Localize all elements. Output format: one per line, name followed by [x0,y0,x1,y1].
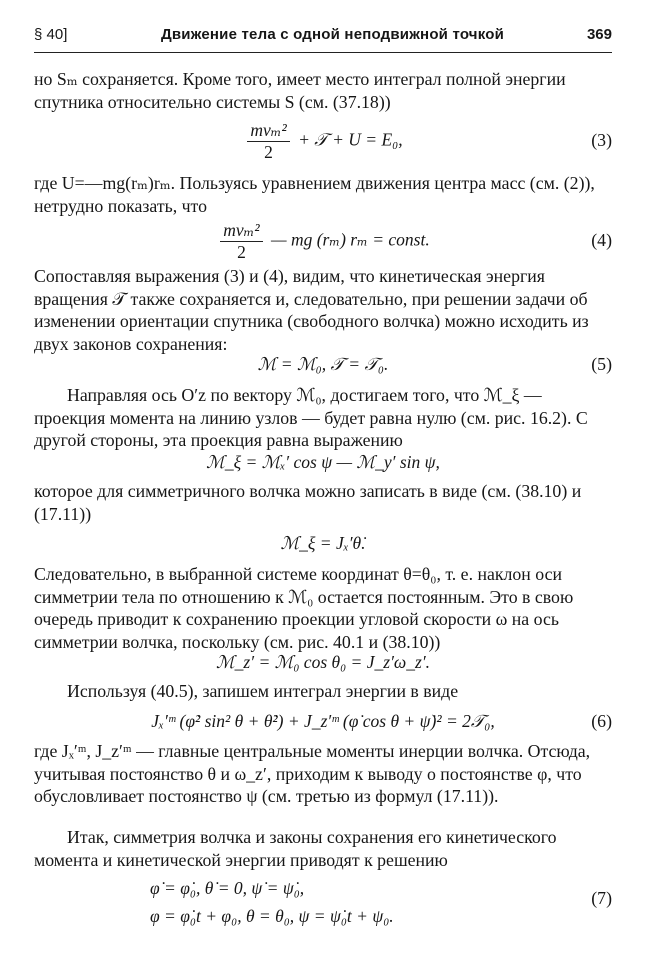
equation-5: ℳ = ℳ₀, 𝒯 = 𝒯₀. [257,354,389,374]
paragraph-4: Направляя ось O′z по вектору ℳ₀, достигаем того, что ℳ_ξ — проекция момента на линию узлов — будет равна нулю (см. рис. 16.2). С другой стороны, эта проекция равна выражению [34,385,588,451]
section-ref: § 40] [34,26,68,43]
page-number: 369 [586,26,612,43]
equation-7-number: (7) [591,888,612,908]
paragraph-5: которое для симметричного волчка можно записать в виде (см. (38.10) и (17.11)) [34,481,582,524]
paragraph-2: где U=—mg(rₘ)rₘ. Пользуясь уравнением движения центра масс (см. (2)), нетрудно показать, что [34,173,595,216]
eq7-row-2: φ = φ̇₀t + φ₀, θ = θ₀, ψ = ψ̇₀t + ψ₀. [150,906,394,926]
equation-4 [34,220,612,263]
eq7-row-1: φ̇ = φ̇₀, θ̇ = 0, ψ̇ = ψ̇₀, [150,878,305,898]
equation-5-number: (5) [591,354,612,374]
equation-3-number: (3) [591,130,612,150]
eq3-rest: + 𝒯 + U = E₀, [298,129,403,150]
eq3-fraction: $\frac{\text{mvₘ²}}{2}$ [247,120,289,163]
equation-6: Jₓ′ᵐ (φ̇² sin² θ + θ̇²) + J_z′ᵐ (φ̇ cos θ + ψ̇)² = 2𝒯₀, [151,711,495,731]
paragraph-1: но Sₘ сохраняется. Кроме того, имеет место интеграл полной энергии спутника относительно системы S (см. (37.18)) [34,69,566,112]
header-title: Движение тела с одной неподвижной точкой [161,26,505,43]
paragraph-8: где Jₓ′ᵐ, J_z′ᵐ — главные центральные моменты инерции волчка. Отсюда, учитывая постоянство θ и ω_z′, приходим к выводу о постоянстве φ, что обусловливает постоянство ψ (см. третью из формул (17.11)). [34,741,591,807]
equation-7 [150,878,394,934]
eq4-rest: — mg (rₘ) rₘ = const. [271,229,430,250]
equation-6-number: (6) [591,711,612,731]
equation-projection: ℳ_ξ = ℳₓ′ cos ψ — ℳ_y′ sin ψ, [206,452,440,472]
equation-4-number: (4) [591,230,612,250]
paragraph-6: Следовательно, в выбранной системе координат θ=θ₀, т. е. наклон оси симметрии тела по отношению к ℳ₀ остается постоянным. Это в свою очередь приводит к сохранению проекции угловой скорости ω на ось симметрии волчка, поскольку (см. рис. 40.1 и (38.10)) [34,564,574,652]
equation-z-projection: ℳ_z′ = ℳ₀ cos θ₀ = J_z′ω_z′. [215,652,431,672]
paragraph-9: Итак, симметрия волчка и законы сохранения его кинетического момента и кинетической энергии приводят к решению [34,827,557,870]
paragraph-3: Сопоставляя выражения (3) и (4), видим, что кинетическая энергия вращения 𝒯 также сохраняется и, следовательно, при решении задачи об изменении ориентации спутника (свободного волчка) можно исходить из двух законов сохранения: [34,266,589,354]
equation-symmetric: ℳ_ξ = Jₓ′θ̇. [280,533,366,553]
paragraph-7: Используя (40.5), запишем интеграл энергии в виде [67,681,459,701]
running-header [34,22,612,53]
equation-3 [34,120,612,163]
eq4-fraction: $\frac{\text{mvₘ²}}{2}$ [220,220,262,263]
